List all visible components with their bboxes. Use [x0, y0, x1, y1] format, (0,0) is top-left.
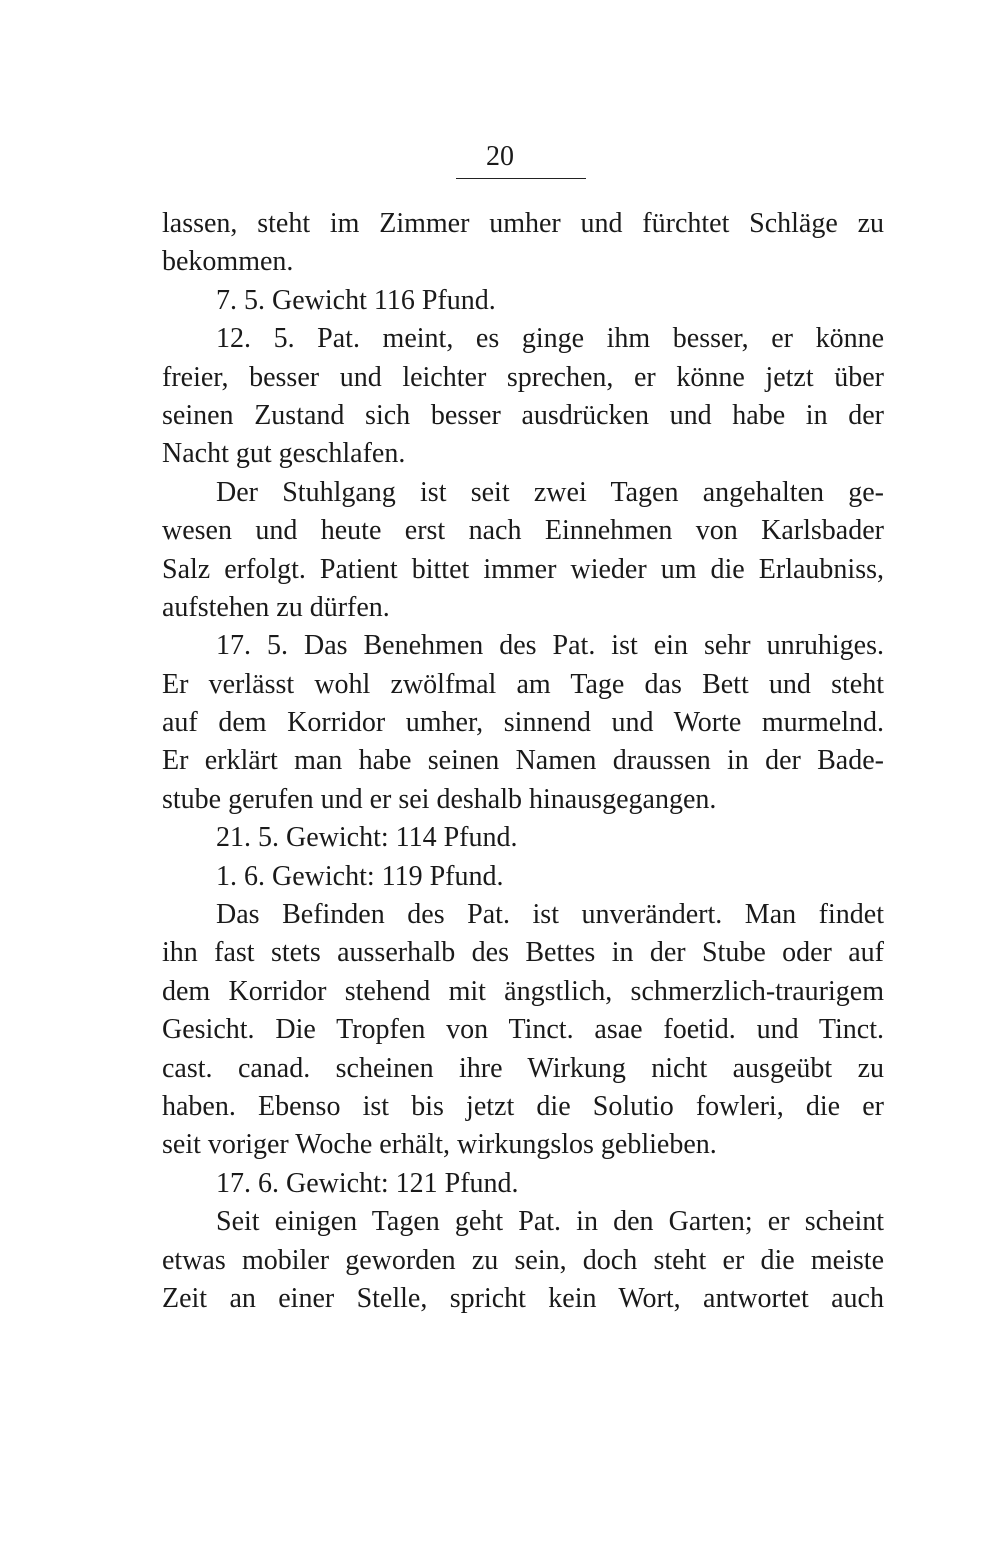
text-line: Er erklärt man habe seinen Namen draussen in der Bade-	[162, 745, 884, 777]
text-line: 21. 5. Gewicht: 114 Pfund.	[216, 822, 518, 854]
text-line: stube gerufen und er sei deshalb hinausgegangen.	[162, 783, 717, 815]
text-line: seinen Zustand sich besser ausdrücken und habe in der	[162, 399, 884, 431]
text-line: Der Stuhlgang ist seit zwei Tagen angehalten ge-	[216, 476, 884, 508]
text-line: Gesicht. Die Tropfen von Tinct. asae foetid. und Tinct.	[162, 1014, 884, 1046]
text-line: 17. 6. Gewicht: 121 Pfund.	[216, 1167, 519, 1199]
text-line: cast. canad. scheinen ihre Wirkung nicht ausgeübt zu	[162, 1052, 884, 1084]
text-line: 7. 5. Gewicht 116 Pfund.	[216, 284, 496, 316]
text-line: 12. 5. Pat. meint, es ginge ihm besser, er könne	[216, 323, 884, 355]
text-line: etwas mobiler geworden zu sein, doch steht er die meiste	[162, 1244, 884, 1276]
text-line: freier, besser und leichter sprechen, er könne jetzt über	[162, 361, 884, 393]
text-line: Nacht gut geschlafen.	[162, 438, 406, 470]
text-line: Salz erfolgt. Patient bittet immer wieder um die Erlaubniss,	[162, 553, 884, 585]
text-line: Er verlässt wohl zwölfmal am Tage das Bett und steht	[162, 668, 884, 700]
text-line: 17. 5. Das Benehmen des Pat. ist ein sehr unruhiges.	[216, 630, 884, 662]
text-line: lassen, steht im Zimmer umher und fürchtet Schläge zu	[162, 208, 884, 239]
text-line: Seit einigen Tagen geht Pat. in den Garten; er scheint	[216, 1206, 884, 1238]
page-number-rule	[456, 178, 586, 179]
text-line: auf dem Korridor umher, sinnend und Worte murmelnd.	[162, 707, 884, 739]
text-line: bekommen.	[162, 246, 294, 278]
text-line: wesen und heute erst nach Einnehmen von Karlsbader	[162, 515, 884, 547]
text-line: Zeit an einer Stelle, spricht kein Wort, antwortet auch	[162, 1282, 884, 1314]
text-line: seit voriger Woche erhält, wirkungslos geblieben.	[162, 1129, 717, 1161]
text-line: dem Korridor stehend mit ängstlich, schmerzlich-traurigem	[162, 975, 884, 1007]
body-text	[162, 205, 884, 1318]
text-line: aufstehen zu dürfen.	[162, 591, 390, 623]
page-number: 20	[486, 141, 514, 172]
text-line: 1. 6. Gewicht: 119 Pfund.	[216, 860, 504, 892]
text-line: ihn fast stets ausserhalb des Bettes in der Stube oder auf	[162, 937, 884, 969]
text-line: haben. Ebenso ist bis jetzt die Solutio fowleri, die er	[162, 1090, 884, 1122]
text-line: Das Befinden des Pat. ist unverändert. Man findet	[216, 899, 884, 931]
